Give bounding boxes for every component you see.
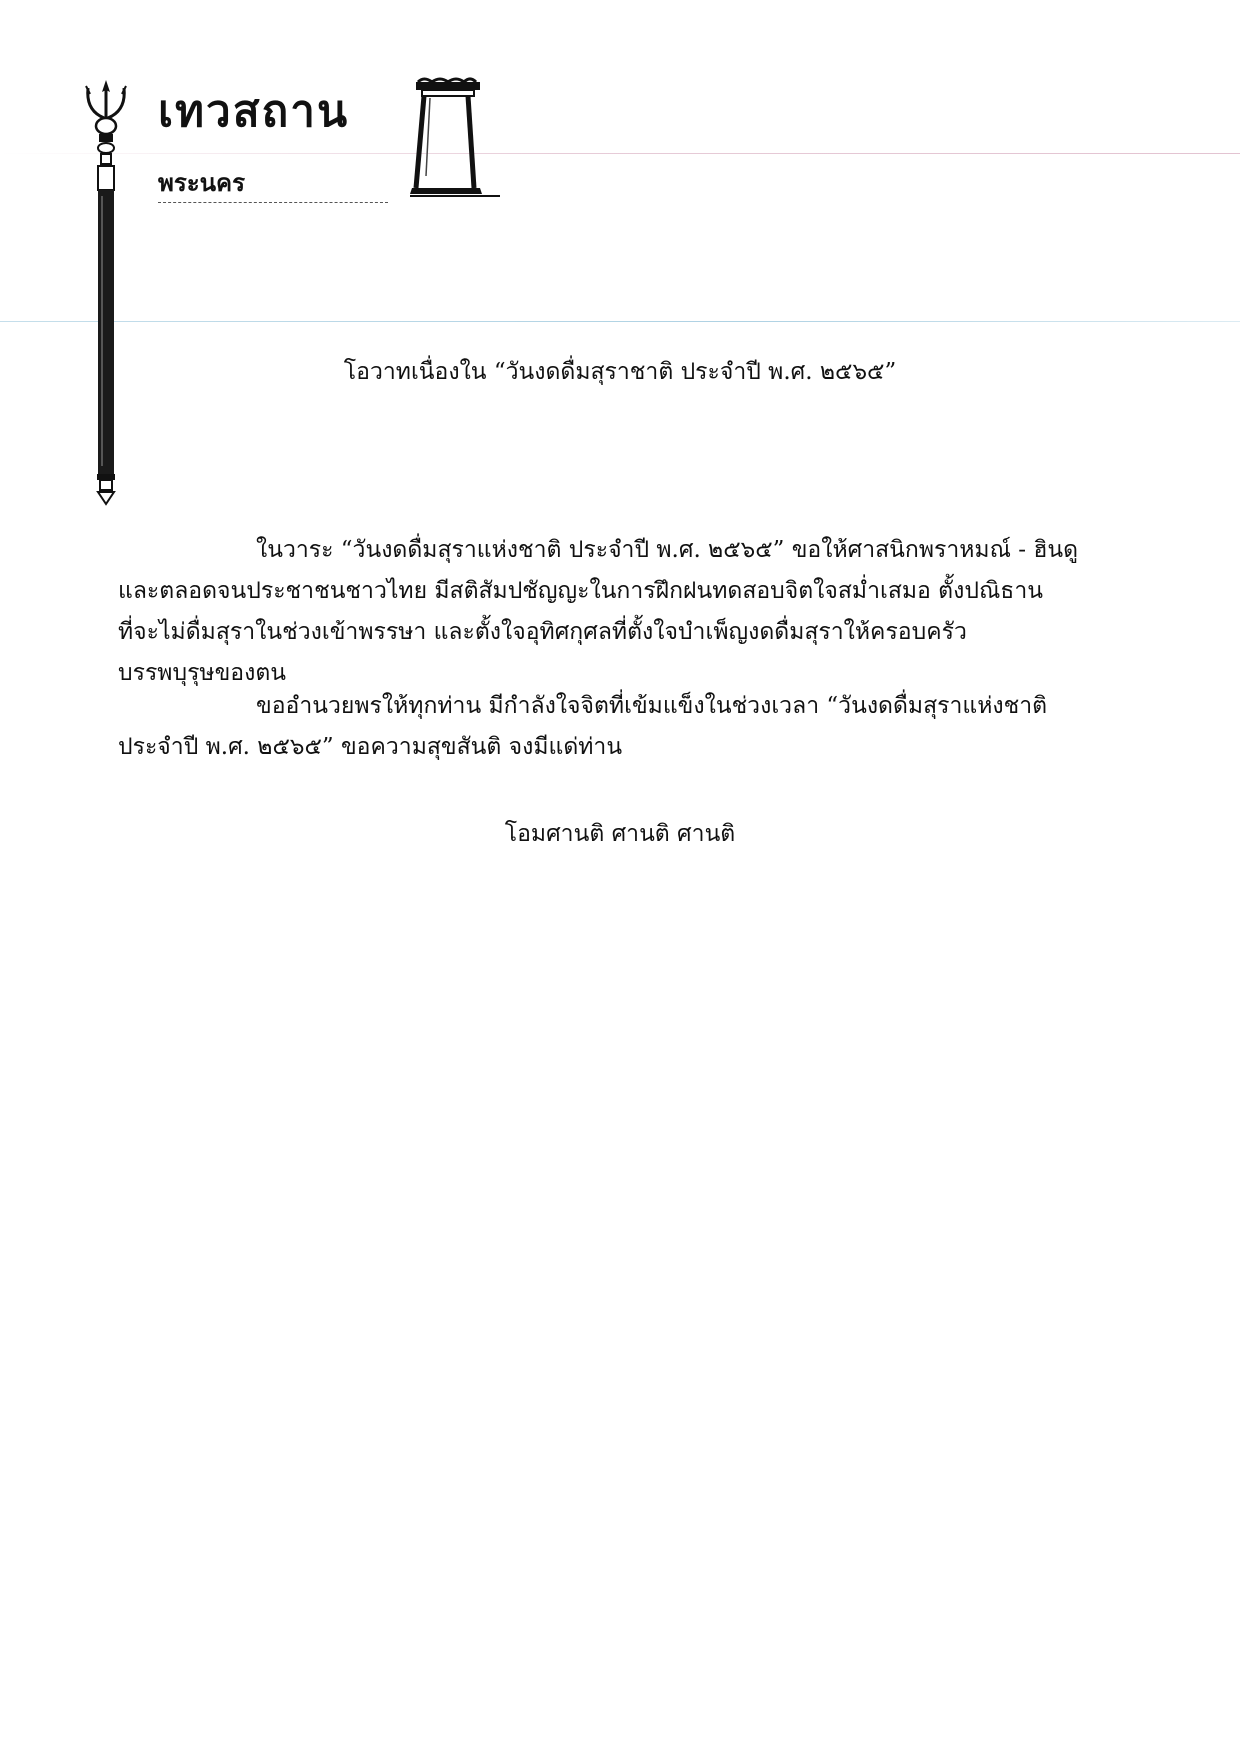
letterhead-bottom-rule xyxy=(0,321,1240,322)
trident-staff-icon xyxy=(82,78,130,558)
paragraph-blessing-intro xyxy=(118,530,1094,694)
org-name: เทวสถาน xyxy=(158,86,350,137)
paragraph-line: ในวาระ “วันงดดื่มสุราแห่งชาติ ประจำปี พ.ศ. ๒๕๖๕” ขอให้ศาสนิกพราหมณ์ - ฮินดู xyxy=(256,537,1079,563)
closing-blessing: โอมศานติ ศานติ ศานติ xyxy=(504,821,736,847)
paragraph-line: ประจำปี พ.ศ. ๒๕๖๕” ขอความสุขสันติ จงมีแด่ท่าน xyxy=(118,734,623,760)
paragraph-line: ขออำนวยพรให้ทุกท่าน มีกำลังใจจิตที่เข้มแข็งในช่วงเวลา “วันงดดื่มสุราแห่งชาติ xyxy=(256,693,1048,719)
paragraph-line: และตลอดจนประชาชนชาวไทย มีสติสัมปชัญญะในการฝึกฝนทดสอบจิตใจสม่ำเสมอ ตั้งปณิธาน xyxy=(118,578,1043,604)
letterhead-top-rule xyxy=(0,153,1240,154)
document-heading: โอวาทเนื่องใน “วันงดดื่มสุราชาติ ประจำปี พ.ศ. ๒๕๖๕” xyxy=(343,359,897,385)
org-location: พระนคร xyxy=(158,169,245,197)
paragraph-line: ที่จะไม่ดื่มสุราในช่วงเข้าพรรษา และตั้งใจอุทิศกุศลที่ตั้งใจบำเพ็ญงดดื่มสุราให้ครอบครัว xyxy=(118,619,967,645)
org-location-underline xyxy=(158,202,388,203)
giant-swing-icon xyxy=(410,76,500,206)
paragraph-line: บรรพบุรุษของตน xyxy=(118,660,287,686)
paragraph-blessing-wish xyxy=(118,686,1094,768)
